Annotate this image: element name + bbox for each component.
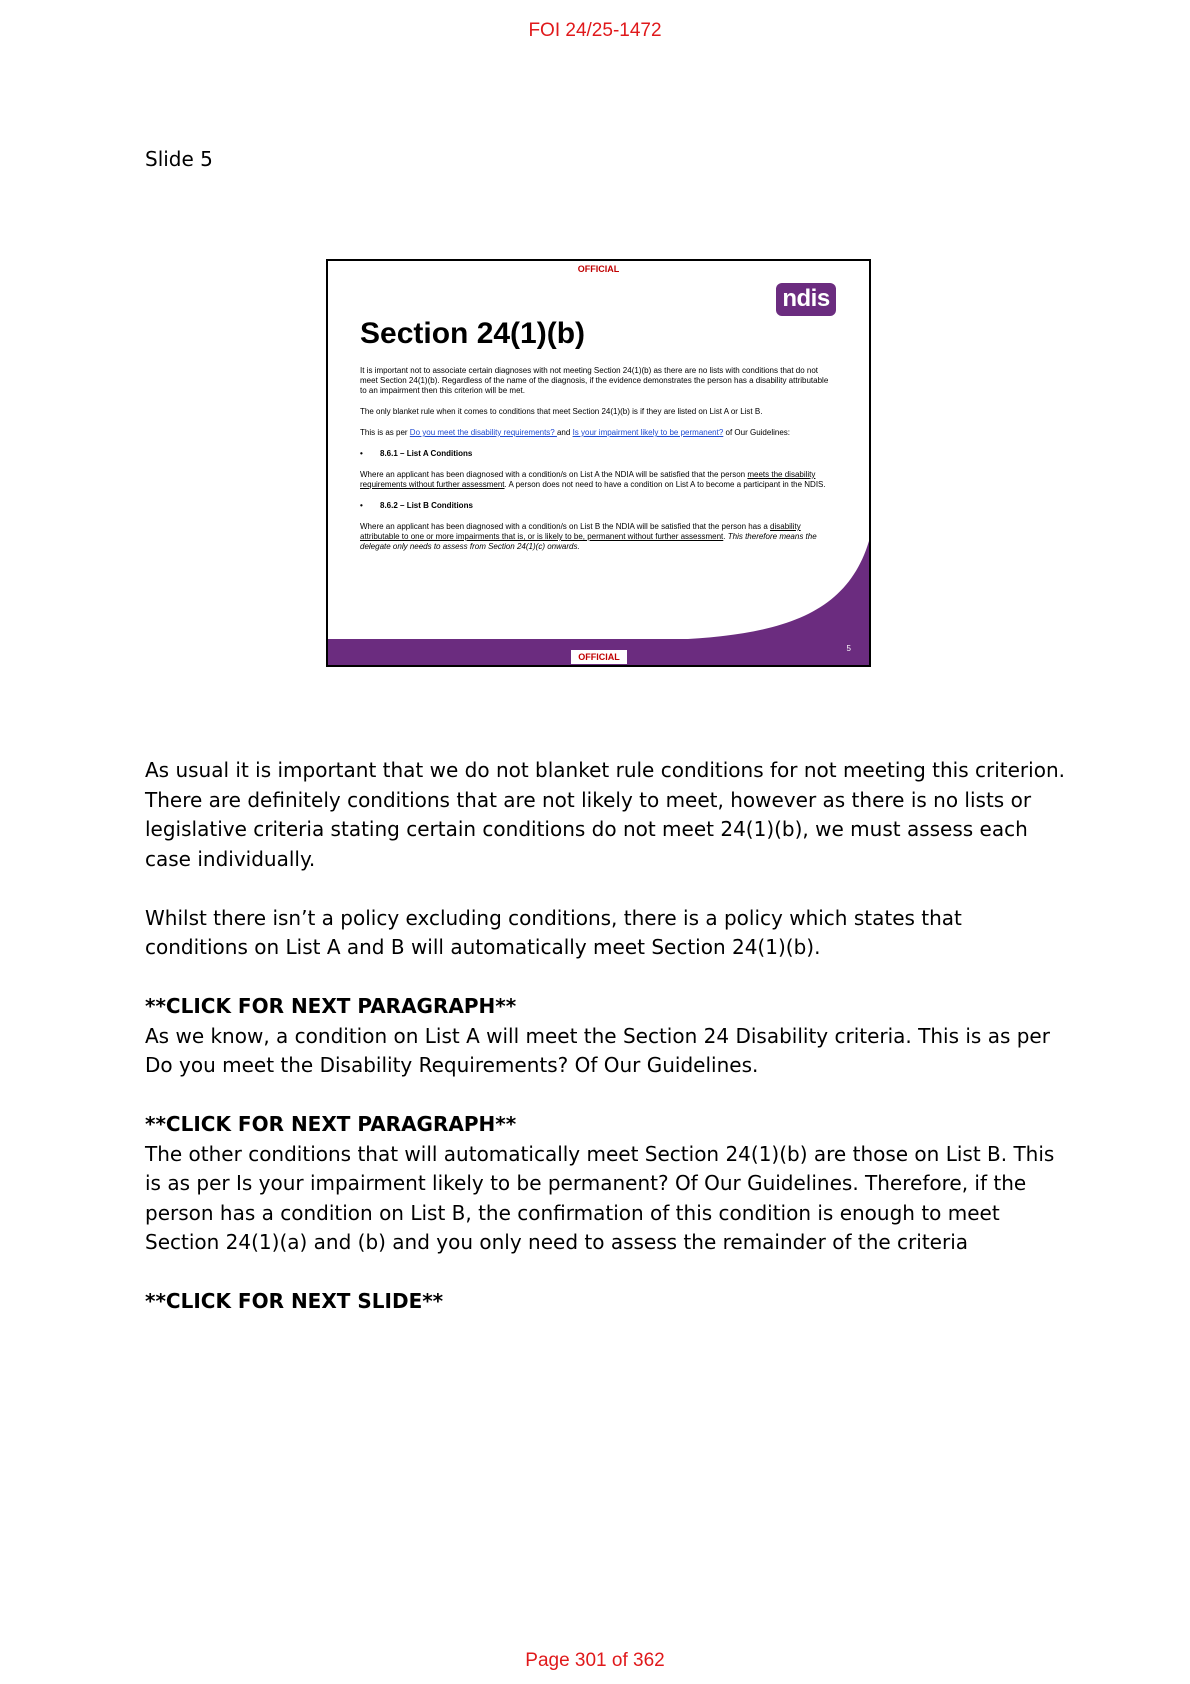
slide-title: Section 24(1)(b) xyxy=(360,317,586,350)
notes-paragraph: Whilst there isn’t a policy excluding conditions, there is a policy which states that conditions on List A and B will automatically meet Section 24(1)(b). xyxy=(145,905,962,959)
bullet-list-b xyxy=(360,501,830,511)
text-fragment: Where an applicant has been diagnosed with a condition/s on List B the NDIA will be satisfied that the person has a xyxy=(360,522,771,531)
text-fragment: Where an applicant has been diagnosed with a condition/s on List A the NDIA will be satisfied that the person xyxy=(360,470,748,479)
click-instruction: **CLICK FOR NEXT PARAGRAPH** xyxy=(145,1112,517,1136)
bullet-icon: • xyxy=(360,449,363,458)
slide-thumbnail xyxy=(326,259,871,667)
ndis-logo: ndis xyxy=(776,283,836,316)
text-fragment: This is as per xyxy=(360,428,410,437)
slide-number: 5 xyxy=(846,644,851,653)
notes-paragraph xyxy=(145,1287,1065,1317)
official-marking-top: OFFICIAL xyxy=(577,264,620,274)
bullet-label: 8.6.1 – List A Conditions xyxy=(380,449,473,458)
speaker-notes xyxy=(145,756,1065,1346)
notes-paragraph xyxy=(145,1110,1065,1258)
slide-paragraph xyxy=(360,522,830,552)
underlined-text: meets the disability requirements without further assessment xyxy=(360,470,816,489)
foi-reference: FOI 24/25-1472 xyxy=(528,20,662,41)
bullet-list-a xyxy=(360,449,830,459)
official-marking-bottom: OFFICIAL xyxy=(571,650,627,664)
slide-paragraph: It is important not to associate certain diagnoses with not meeting Section 24(1)(b) as there are no lists with conditions that do not meet Section 24(1)(b). Regardless of the name of the diagnosis, if the evidence demonstrates the person has a disability attributable to an impairment then this criterion will be met. xyxy=(360,366,829,395)
slide-body xyxy=(360,366,830,563)
slide-paragraph xyxy=(360,470,830,490)
bullet-icon: • xyxy=(360,501,363,510)
slide-paragraph xyxy=(360,428,830,438)
bullet-label: 8.6.2 – List B Conditions xyxy=(380,501,473,510)
click-instruction: **CLICK FOR NEXT PARAGRAPH** xyxy=(145,994,517,1018)
text-fragment: . xyxy=(723,532,728,541)
notes-text: As we know, a condition on List A will meet the Section 24 Disability criteria. This is as per Do you meet the Disability Requirements? Of Our Guidelines. xyxy=(145,1023,1050,1077)
text-fragment: . A person does not need to have a condition on List A to become a participant in the NDIS. xyxy=(504,480,826,489)
notes-text: The other conditions that will automatically meet Section 24(1)(b) are those on List B. This is as per Is your impairment likely to be permanent? Of Our Guidelines. Therefore, if the person has a condition on List B, the confirmation of this condition is enough to meet Section 24(1)(a) and (b) and you only need to assess the remainder of the criteria xyxy=(145,1141,1055,1254)
text-fragment: and xyxy=(556,428,573,437)
link-disability-requirements[interactable]: Do you meet the disability requirements? xyxy=(409,428,557,437)
page-number: Page 301 of 362 xyxy=(525,1650,665,1671)
slide-label: Slide 5 xyxy=(145,147,213,171)
link-impairment-permanent[interactable]: Is your impairment likely to be permanent? xyxy=(572,428,724,437)
slide-paragraph: The only blanket rule when it comes to conditions that meet Section 24(1)(b) is if they are listed on List A or List B. xyxy=(360,407,763,416)
notes-paragraph: As usual it is important that we do not blanket rule conditions for not meeting this criterion. There are definitely conditions that are not likely to meet, however as there is no lists or legislative criteria stating certain conditions do not meet 24(1)(b), we must assess each case individually. xyxy=(145,758,1065,871)
notes-paragraph xyxy=(145,992,1065,1081)
italic-text: This therefore means the delegate only needs to assess from Section 24(1)(c) onwards. xyxy=(360,532,817,551)
click-instruction: **CLICK FOR NEXT SLIDE** xyxy=(145,1289,444,1313)
underlined-text: disability attributable to one or more impairments that is, or is likely to be, permanent without further assessment xyxy=(360,522,801,541)
text-fragment: of Our Guidelines: xyxy=(723,428,790,437)
